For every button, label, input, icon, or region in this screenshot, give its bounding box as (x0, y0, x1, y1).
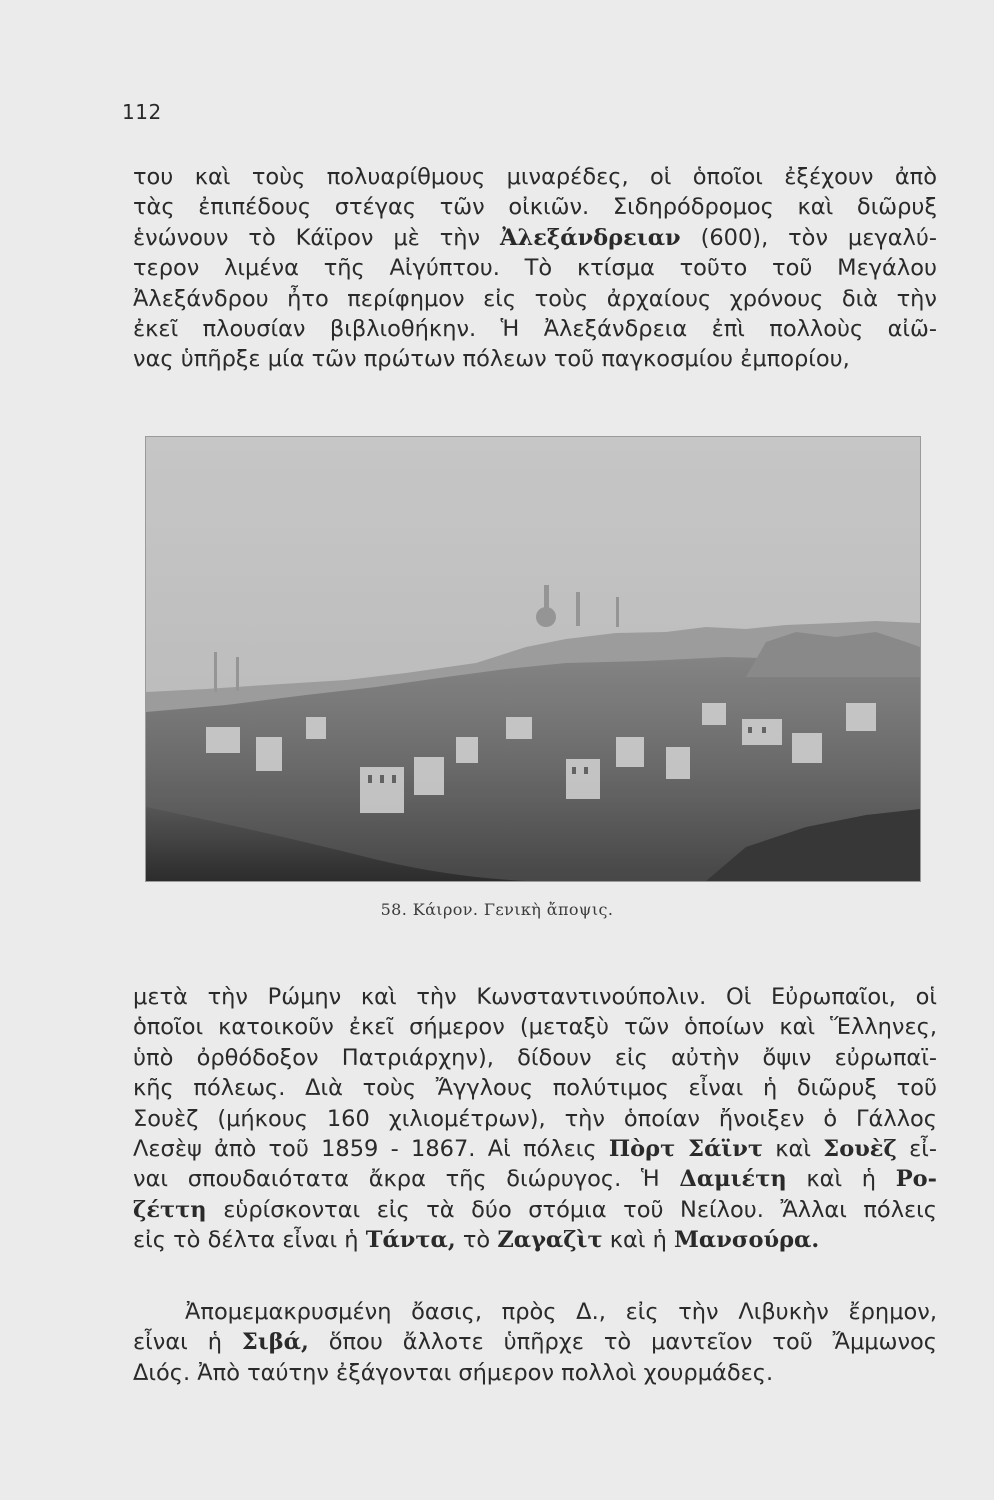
bold-place-name: Μανσούρα. (674, 1227, 820, 1254)
text-line: Ἀλεξάνδρου ἦτο περίφημον εἰς τοὺς ἀρχαίους χρόνους διὰ τὴν (133, 285, 937, 312)
text-line: του καὶ τοὺς πολυαρίθμους μιναρέδες, οἱ ὁποῖοι ἐξέχουν ἀπὸ (133, 164, 937, 190)
bold-place-name: Δαμιέτη (679, 1166, 787, 1193)
text-line (133, 1134, 937, 1164)
text-line: κῆς πόλεως. Διὰ τοὺς Ἄγγλους πολύτιμος εἶναι ἡ διῶρυξ τοῦ (133, 1075, 937, 1102)
text-line: τὰς ἐπιπέδους στέγας τῶν οἰκιῶν. Σιδηρόδρομος καὶ διῶρυξ (133, 194, 937, 221)
paragraph-siwa (133, 1297, 937, 1388)
text-segment: τὸ (455, 1227, 498, 1254)
text-segment: εἶ- (896, 1136, 937, 1163)
text-line (133, 1327, 937, 1357)
figure-caption: 58. Κάιρον. Γενικὴ ἄποψις. (380, 900, 614, 919)
text-line: ἐκεῖ πλουσίαν βιβλιοθήκην. Ἡ Ἀλεξάνδρεια ἐπὶ πολλοὺς αἰῶ- (133, 316, 937, 343)
text-segment: καὶ ἡ (786, 1166, 896, 1193)
text-segment: Λεσὲψ ἀπὸ τοῦ 1859 - 1867. Αἱ πόλεις (133, 1136, 609, 1163)
bold-place-name: Τάντα, (365, 1227, 456, 1254)
text-line (133, 1164, 937, 1194)
bold-place-name: Ζαγαζὶτ (497, 1227, 603, 1254)
page-number: 112 (122, 100, 162, 124)
text-segment: εὑρίσκονται εἰς τὰ δύο στόμια τοῦ Νείλου. Ἄλλαι πόλεις (206, 1196, 937, 1223)
bold-place-name: Σουὲζ (823, 1136, 897, 1163)
text-segment: ἑνώνουν τὸ Κάϊρον μὲ τὴν (133, 224, 501, 251)
bold-place-name: Σιβά, (241, 1329, 309, 1356)
bold-place-name: ζέττη (133, 1196, 207, 1223)
text-line (133, 223, 937, 253)
paragraph-alexandria (133, 162, 937, 375)
text-line: ὁποῖοι κατοικοῦν ἐκεῖ σήμερον (μεταξὺ τῶν ὁποίων καὶ Ἕλληνες, (133, 1014, 937, 1041)
text-line: ὑπὸ ὀρθόδοξον Πατριάρχην), δίδουν εἰς αὐτὴν ὄψιν εὐρωπαϊ- (133, 1044, 937, 1071)
text-line: Ἀπομεμακρυσμένη ὄασις, πρὸς Δ., εἰς τὴν Λιβυκὴν ἔρημον, (185, 1299, 937, 1325)
text-segment: εἰς τὸ δέλτα εἶναι ἡ (133, 1227, 366, 1254)
text-segment: καὶ ἡ (602, 1227, 675, 1254)
text-line: τερον λιμένα τῆς Αἰγύπτου. Τὸ κτίσμα τοῦτο τοῦ Μεγάλου (133, 255, 937, 282)
cairo-panorama-photo (146, 437, 920, 881)
text-segment: (600), τὸν μεγαλύ- (680, 224, 937, 251)
bold-place-name: Ρο- (895, 1166, 937, 1193)
paragraph-cairo-suez (133, 982, 937, 1256)
text-line: Σουὲζ (μήκους 160 χιλιομέτρων), τὴν ὁποίαν ἤνοιξεν ὁ Γάλλος (133, 1105, 937, 1132)
bold-place-name: Ἀλεξάνδρειαν (500, 224, 681, 251)
text-segment: ὅπου ἄλλοτε ὑπῆρχε τὸ μαντεῖον τοῦ Ἄμμωνος (308, 1329, 937, 1356)
text-line (133, 1225, 937, 1255)
bold-place-name: Πὸρτ Σάϊντ (608, 1136, 764, 1163)
text-segment: εἶναι ἡ (133, 1329, 242, 1356)
photo-image (146, 437, 920, 881)
text-segment: καὶ (763, 1136, 824, 1163)
text-line (133, 1195, 937, 1225)
text-line: Διός. Ἀπὸ ταύτην ἐξάγονται σήμερον πολλοὶ χουρμάδες. (133, 1359, 774, 1386)
text-segment: ναι σπουδαιότατα ἄκρα τῆς διώρυγος. Ἡ (133, 1166, 680, 1193)
text-line: νας ὑπῆρξε μία τῶν πρώτων πόλεων τοῦ παγκοσμίου ἐμπορίου, (133, 346, 850, 373)
text-line: μετὰ τὴν Ρώμην καὶ τὴν Κωνσταντινούπολιν. Οἱ Εὐρωπαῖοι, οἱ (133, 984, 937, 1010)
